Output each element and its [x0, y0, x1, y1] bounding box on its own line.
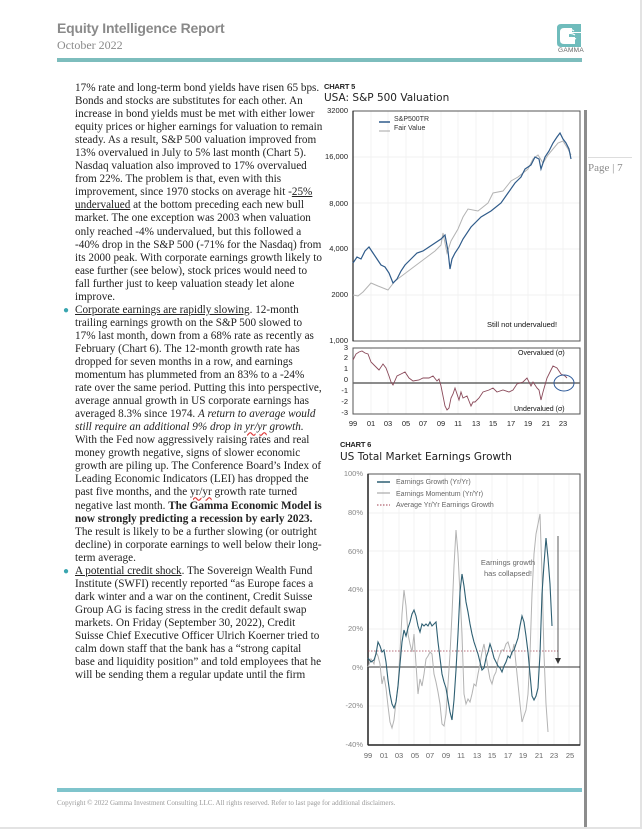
chart6-ytick: 20%: [347, 624, 363, 633]
bullet-heading: Corporate earnings are rapidly slowing: [75, 303, 250, 316]
body-text-column: [63, 82, 323, 682]
legend-item-earnings-momentum: Earnings Momentum (Yr/Yr): [396, 490, 484, 498]
chart6-xtick: 03: [394, 751, 404, 760]
chart5-sub-ytick: -2: [341, 397, 348, 406]
chart5-xtick: 03: [383, 419, 393, 428]
chart5-valuation-subplot: [353, 348, 580, 414]
chart5-ytick: 16,000: [325, 152, 348, 161]
chart5-xtick: 17: [506, 419, 516, 428]
chart6-plot: [368, 474, 580, 745]
chart6-xtick: 21: [534, 751, 544, 760]
chart6-ytick: -40%: [345, 740, 363, 749]
page-number: Page | 7: [588, 162, 623, 174]
page-edge-divider: [584, 110, 587, 827]
bullet-icon: ●: [63, 565, 70, 577]
report-title: Equity Intelligence Report: [57, 20, 225, 36]
chart5-sub-ytick: 2: [343, 353, 348, 362]
chart6-legend: [396, 477, 494, 512]
chart5-xtick: 09: [436, 419, 446, 428]
chart5-sub-ytick: 1: [343, 364, 348, 373]
footer-divider: [57, 788, 582, 792]
bullet-icon: ●: [63, 304, 70, 316]
gamma-logo-icon: [547, 23, 595, 49]
chart5-xtick: 99: [348, 419, 358, 428]
chart6-ytick: -20%: [345, 701, 363, 710]
chart5-ytick: 2000: [331, 290, 348, 299]
chart6-xtick: 17: [503, 751, 513, 760]
logo-text: GAMMA: [557, 47, 585, 54]
report-date: October 2022: [57, 38, 123, 52]
chart5-ytick: 8,000: [329, 199, 348, 208]
bullet-heading: A potential credit shock: [75, 564, 182, 577]
chart6-xtick: 15: [487, 751, 497, 760]
page-number-rule: [588, 157, 632, 158]
legend-item-average-growth: Average Yr/Yr Earnings Growth: [396, 502, 494, 509]
chart5-sub-ytick: 3: [343, 343, 348, 352]
paragraph-valuation: 17% rate and long-term bond yields have risen 65 bps. Bonds and stocks are substitutes for each other. An increase in bond yields must be met with either lower equity prices or higher earnings for valuation to remain steady. As a result, S&P 500 valuation improved from 13% overvalued in July to 5% last month (Chart 5). Nasdaq valuation also improved to 17% overvalued from 22%. The problem is that, even with this improvement, since 1970 stocks on average hit -25% undervalued at the bottom preceding each new bull market. The one exception was 2003 when valuation only reached -4% undervalued, but this followed a -40% drop in the S&P 500 (-71% for the Nasdaq) from its 2000 peak. With corporate earnings growth likely to ease further (see below), stock prices would need to fall further just to keep valuation steady let alone improve.: [75, 82, 323, 303]
chart5-overvalued-label: Overvalued (σ): [518, 350, 565, 357]
chart5-ytick: 32000: [327, 106, 348, 115]
chart6-label: CHART 6: [340, 440, 372, 449]
legend-item-sp500tr: S&P500TR: [394, 116, 430, 123]
chart6-annotation: Earnings growth has collapsed!: [480, 558, 536, 578]
chart6-xtick: 01: [379, 751, 389, 760]
gamma-logo: [547, 23, 595, 59]
chart6-ytick: 60%: [347, 547, 363, 556]
chart6-xtick: 13: [472, 751, 482, 760]
chart6-ytick: 100%: [343, 469, 363, 478]
chart6-xtick: 05: [410, 751, 420, 760]
footer-copyright: Copyright © 2022 Gamma Investment Consulting LLC. All rights reserved. Refer to last page for additional disclaimers.: [57, 799, 396, 807]
chart6-title: US Total Market Earnings Growth: [340, 451, 512, 463]
chart5-annotation: Still not undervalued!: [487, 320, 558, 329]
chart5-sub-ytick: -1: [341, 386, 348, 395]
chart5-sub-ytick: -3: [341, 408, 348, 417]
chart5-legend: [394, 115, 429, 133]
chart5-xtick: 15: [488, 419, 498, 428]
chart6-xtick: 25: [565, 751, 575, 760]
chart5-ytick: 1,000: [329, 336, 348, 345]
legend-item-fair-value: Fair Value: [394, 125, 426, 132]
legend-item-earnings-growth: Earnings Growth (Yr/Yr): [396, 479, 471, 486]
chart5-xtick: 23: [558, 419, 568, 428]
chart6-ytick: 80%: [347, 508, 363, 517]
bullet-earnings: ● Corporate earnings are rapidly slowing. 12-month trailing earnings growth on the S&P 500 slowed to 17% last month, down from a 68% rate as recently as February (Chart 6). The 12-month growth rate has dropped for seven months in a row, and earnings momentum has plummeted from an 83% to a -24% rate over the same period. Putting this into perspective, average annual growth in US corporate earnings has averaged 8.3% since 1974. A return to average would still require an additional 9% drop in yr/yr growth. With the Fed now aggressively raising rates and real money growth negative, signs of slower economic growth are piling up. The Conference Board’s Index of Leading Economic Indicators (LEI) has dropped the past five months, and the yr/yr growth rate turned negative last month. The Gamma Economic Model is now strongly predicting a recession by early 2023. The result is likely to be a further slowing (or outright decline) in corporate earnings to well below their long-term average.: [63, 303, 322, 564]
chart6-ytick: 0%: [352, 663, 363, 672]
chart6-ytick: 40%: [347, 585, 363, 594]
bullet-credit-shock: ● A potential credit shock. The Sovereign Wealth Fund Institute (SWFI) recently reported “as Europe faces a dark winter and a war on the continent, Credit Suisse Group AG is facing stress in the credit default swap markets. On Friday (September 30, 2022), Credit Suisse Chief Executive Officer Ulrich Koerner tried to calm down staff that the bank has a “strong capital base and liquidity position” and told employees that he will be sending them a regular update until the firm: [63, 564, 322, 682]
chart6-xtick: 19: [518, 751, 528, 760]
chart5-xtick: 07: [418, 419, 428, 428]
chart5-legend-swatches: [379, 122, 390, 131]
chart5-sub-ytick: 0: [343, 375, 348, 384]
chart5-label: CHART 5: [324, 82, 356, 91]
chart6-xtick: 11: [457, 751, 465, 760]
chart5-xtick: 13: [471, 419, 481, 428]
chart6-xtick: 23: [549, 751, 559, 760]
chart5-xtick: 21: [541, 419, 551, 428]
header-divider: [57, 58, 582, 62]
chart5-xtick: 05: [401, 419, 411, 428]
chart5-xtick: 19: [523, 419, 533, 428]
chart5-xtick: 11: [454, 419, 462, 428]
chart5-main-plot: [353, 111, 580, 341]
chart6-xtick: 07: [425, 751, 435, 760]
chart5-undervalued-label: Undervalued (σ): [514, 406, 565, 413]
chart6-xtick: 09: [441, 751, 451, 760]
chart5-title: USA: S&P 500 Valuation: [324, 92, 450, 104]
chart5-ytick: 4,000: [329, 244, 348, 253]
chart5-xtick: 01: [366, 419, 376, 428]
chart6-xtick: 99: [363, 751, 373, 760]
